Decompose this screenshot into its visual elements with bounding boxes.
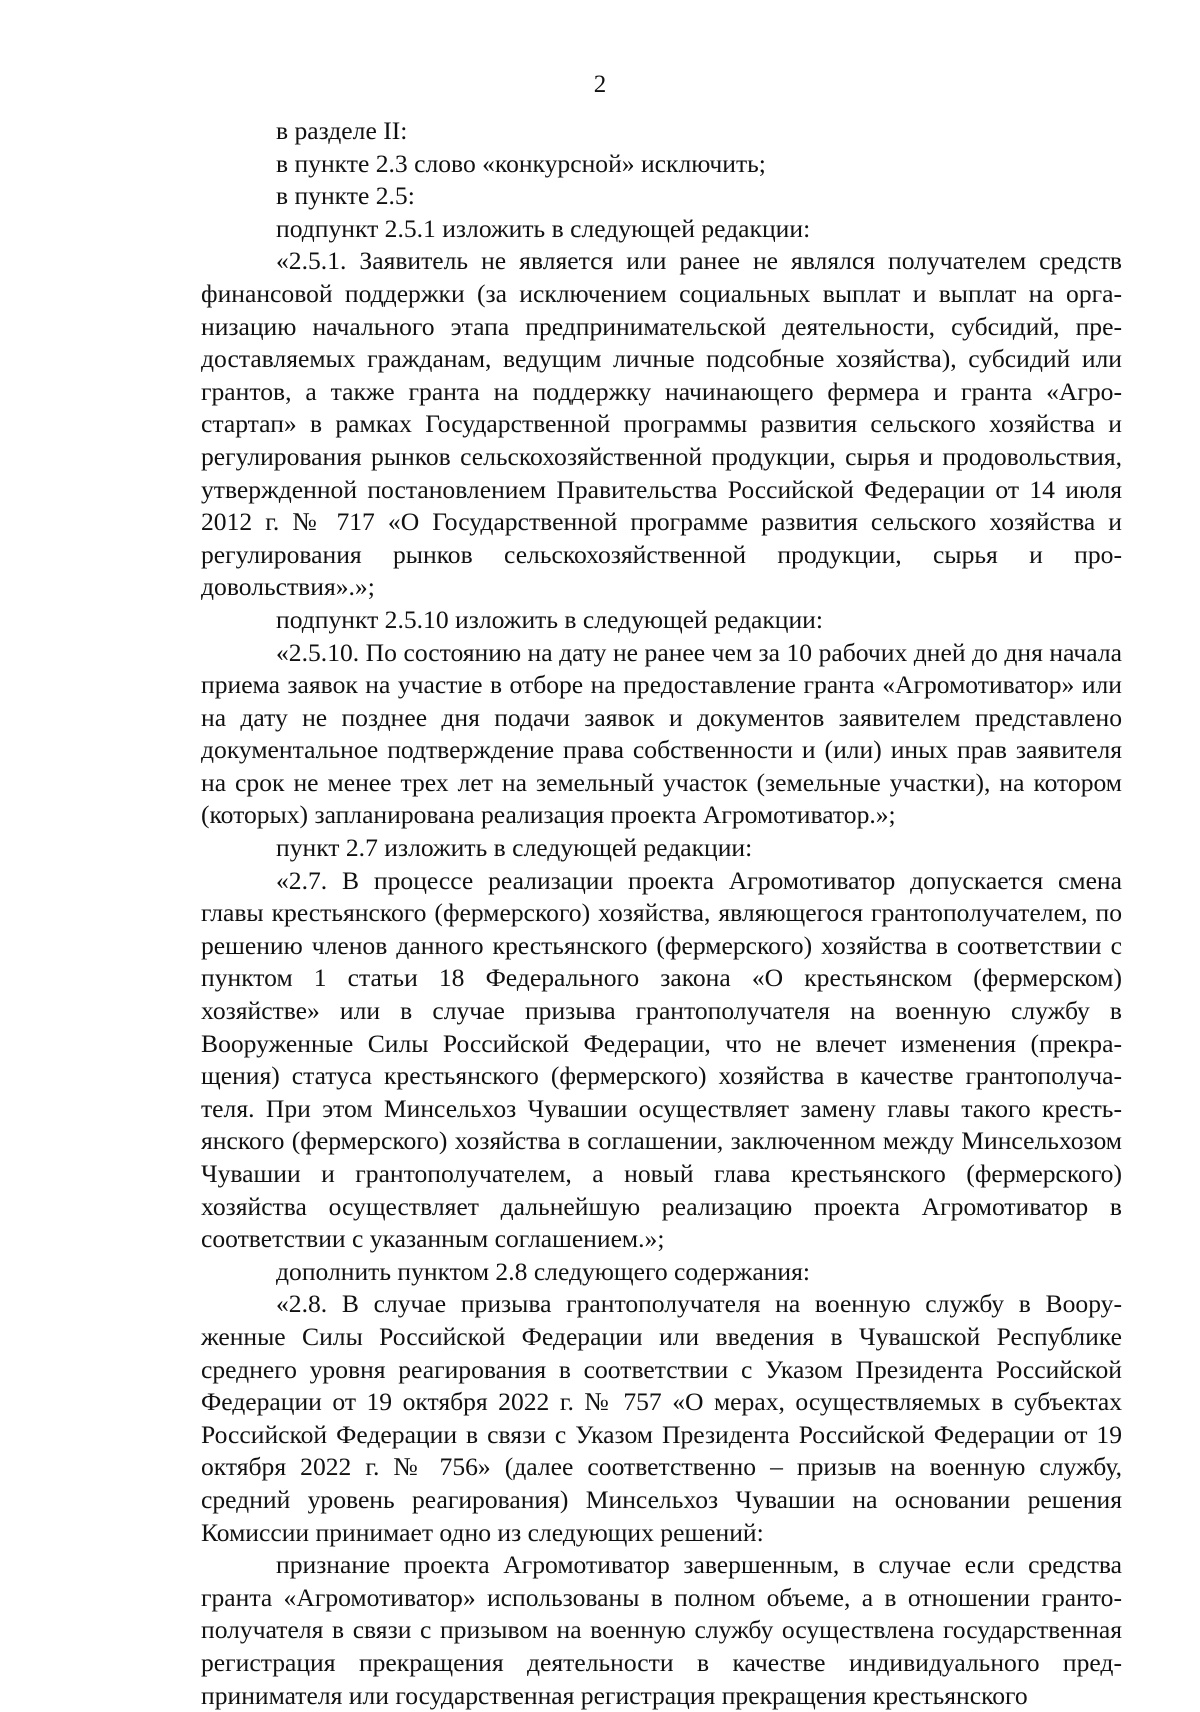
paragraph-item-2-5: в пункте 2.5: xyxy=(276,181,415,211)
paragraph-subitem-2-5-1-intro: подпункт 2.5.1 изложить в следующей редакции: xyxy=(276,213,811,243)
paragraph-decision-completed: признание проекта Агромотиватор завершенным, в случае если средства гранта «Агромотиватор» использованы в полном объеме, а в отношении грантополучателя в связи с призывом на военную службу осуществлена государственная регистрация прекращения деятельности в качестве индивидуального предпринимателя или государственная регистрация прекращения крестьянского xyxy=(201,1550,1122,1710)
paragraph-item-2-7-text: «2.7. В процессе реализации проекта Агромотиватор допускается смена главы крестьянского (фермерского) хозяйства, являющегося грантополучателем, по решению членов данного крестьянского (фермерского) хозяйства в соответствии с пунктом 1 статьи 18 Федерального закона «О крестьянском (фермерском) хозяйстве» или в случае призыва грантополучателя на военную службу в Вооруженные Силы Российской Федерации, что не влечет изменения (прекращения) статуса крестьянского (фермерского) хозяйства в качестве грантополучателя. При этом Минсельхоз Чувашии осуществляет замену главы такого крестьянского (фермерского) хозяйства в соглашении, заключенном между Минсельхозом Чувашии и грантополучателем, а новый глава крестьянского (фермерского) хозяйства осуществляет дальнейшую реализацию проекта Агромотиватор в соответствии с указанным соглашением.»; xyxy=(201,865,1122,1254)
paragraph-item-2-3: в пункте 2.3 слово «конкурсной» исключить; xyxy=(276,148,766,178)
paragraph-subitem-2-5-10-text: «2.5.10. По состоянию на дату не ранее чем за 10 рабочих дней до дня начала приема заявок на участие в отборе на предоставление гранта «Агромотиватор» или на дату не позднее дня подачи заявок и документов заявителем представлено документальное подтверждение права собственности и (или) иных прав заявителя на срок не менее трех лет на земельный участок (земельные участки), на котором (которых) запланирована реализация проекта Агромотиватор.»; xyxy=(201,637,1122,830)
page-number: 2 xyxy=(593,71,607,98)
paragraph-subitem-2-5-1-text: «2.5.1. Заявитель не является или ранее не являлся получателем средств финансовой поддержки (за исключением социальных выплат и выплат на организацию начального этапа предпринимательской деятельности, субсидий, предоставляемых гражданам, ведущим личные подсобные хозяйства), субсидий или грантов, а также гранта на поддержку начинающего фермера и гранта «Агростартап» в рамках Государственной программы развития сельского хозяйства и регулирования рынков сельскохозяйственной продукции, сырья и продовольствия, утвержденной постановлением Правительства Российской Федерации от 14 июля 2012 г. № 717 «О Государственной программе развития сельского хозяйства и регулирования рынков сельскохозяйственной продукции, сырья и продовольствия».»; xyxy=(201,246,1122,602)
document-body xyxy=(201,115,1122,1712)
paragraph-item-2-7-intro: пункт 2.7 изложить в следующей редакции: xyxy=(276,833,753,863)
paragraph-subitem-2-5-10-intro: подпункт 2.5.10 изложить в следующей редакции: xyxy=(276,604,823,634)
paragraph-section-2: в разделе II: xyxy=(276,116,408,145)
paragraph-item-2-8-text: «2.8. В случае призыва грантополучателя на военную службу в Вооруженные Силы Российской Федерации или введения в Чувашской Республике среднего уровня реагирования в соответствии с Указом Президента Российской Федерации от 19 октября 2022 г. № 757 «О мерах, осуществляемых в субъектах Российской Федерации в связи с Указом Президента Российской Федерации от 19 октября 2022 г. № 756» (далее соответственно – призыв на военную службу, средний уровень реагирования) Минсельхоз Чувашии на основании решения Комиссии принимает одно из следующих решений: xyxy=(201,1289,1122,1547)
paragraph-item-2-8-intro: дополнить пунктом 2.8 следующего содержания: xyxy=(276,1256,810,1286)
